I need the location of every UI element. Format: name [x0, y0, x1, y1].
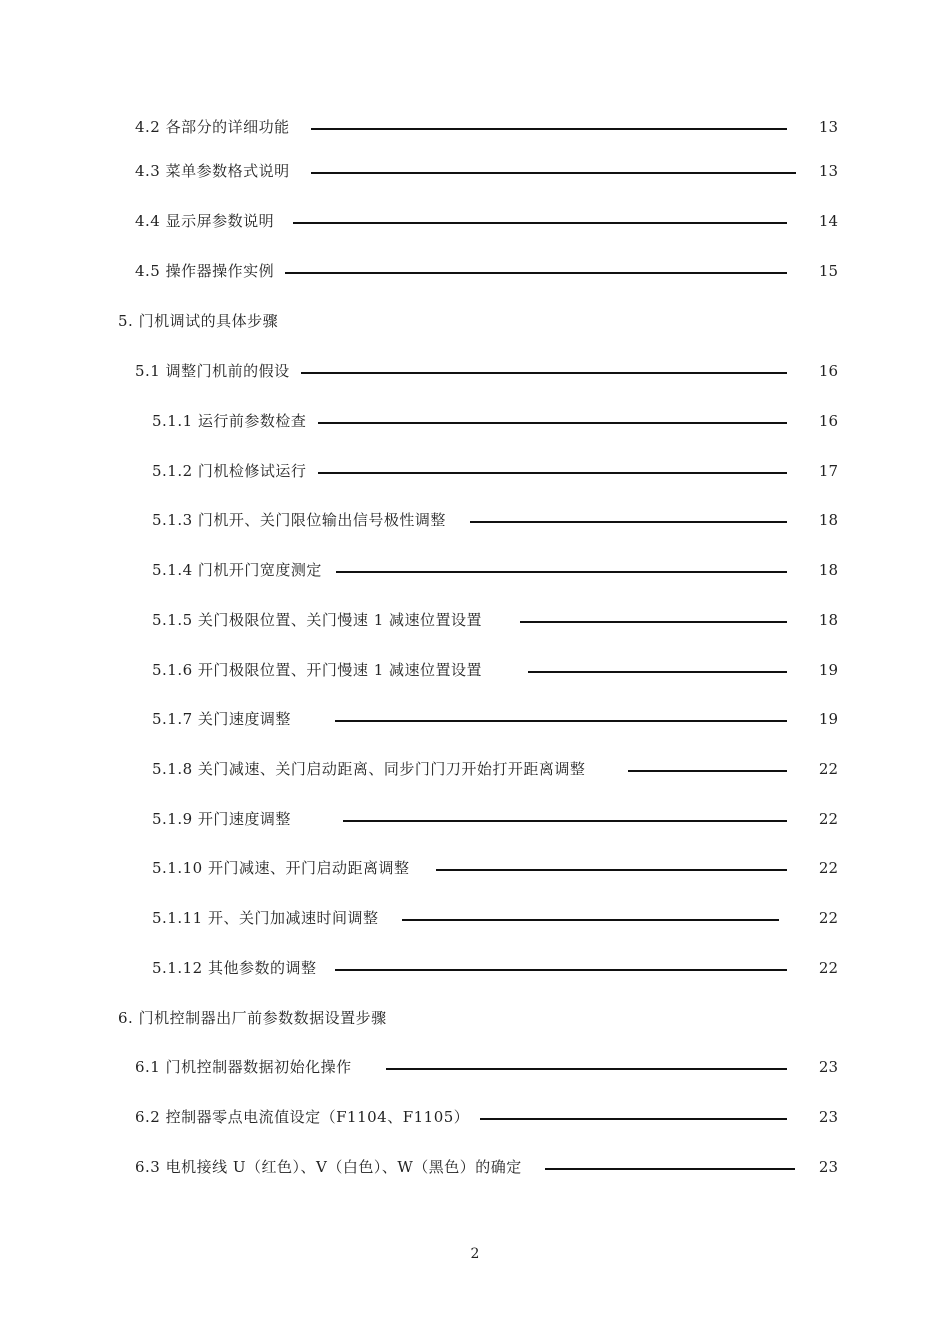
toc-leader-line [301, 372, 787, 374]
toc-leader-line [528, 671, 787, 673]
toc-entry[interactable] [135, 1106, 845, 1128]
toc-entry-page: 16 [818, 362, 838, 380]
page-number: 2 [470, 1246, 480, 1262]
toc-entry[interactable] [152, 509, 845, 531]
toc-entry-label: 5.1.12 其他参数的调整 [152, 959, 317, 977]
toc-entry-page: 13 [818, 162, 838, 180]
toc-leader-line [386, 1068, 787, 1070]
toc-leader-line [343, 820, 787, 822]
toc-entry-page: 19 [818, 661, 838, 679]
toc-leader-line [628, 770, 787, 772]
toc-entry[interactable] [152, 907, 845, 929]
section-heading[interactable]: 5. 门机调试的具体步骤 [118, 312, 279, 330]
toc-entry[interactable] [152, 410, 845, 432]
toc-entry-page: 22 [818, 810, 838, 828]
toc-entry-label: 5.1.5 关门极限位置、关门慢速 1 减速位置设置 [152, 611, 483, 629]
toc-entry-page: 22 [818, 859, 838, 877]
toc-entry[interactable] [152, 857, 845, 879]
toc-entry-label: 5.1.8 关门减速、关门启动距离、同步门门刀开始打开距离调整 [152, 760, 586, 778]
toc-entry-label: 5.1 调整门机前的假设 [135, 362, 290, 380]
toc-leader-line [336, 571, 787, 573]
toc-entry-page: 17 [818, 462, 838, 480]
toc-leader-line [402, 919, 779, 921]
toc-entry-label: 5.1.1 运行前参数检查 [152, 412, 307, 430]
toc-entry-page: 13 [818, 118, 838, 136]
toc-leader-line [520, 621, 787, 623]
toc-entry-page: 14 [818, 212, 838, 230]
toc-entry-page: 18 [818, 611, 838, 629]
toc-entry-page: 22 [818, 909, 838, 927]
toc-entry[interactable] [135, 210, 845, 232]
toc-entry[interactable] [135, 160, 845, 182]
toc-entry-page: 23 [818, 1108, 838, 1126]
toc-entry[interactable] [135, 116, 845, 138]
toc-leader-line [436, 869, 787, 871]
toc-leader-line [285, 272, 787, 274]
toc-entry-label: 4.4 显示屏参数说明 [135, 212, 275, 230]
toc-entry-label: 4.2 各部分的详细功能 [135, 118, 290, 136]
toc-entry[interactable] [135, 360, 845, 382]
toc-leader-line [335, 969, 787, 971]
toc-leader-line [545, 1168, 795, 1170]
toc-entry-label: 6.3 电机接线 U（红色）、V（白色）、W（黑色）的确定 [135, 1158, 522, 1176]
toc-leader-line [311, 128, 787, 130]
toc-entry-page: 19 [818, 710, 838, 728]
toc-entry[interactable] [152, 460, 845, 482]
toc-leader-line [335, 720, 787, 722]
toc-entry[interactable] [135, 1056, 845, 1078]
toc-entry-page: 23 [818, 1158, 838, 1176]
toc-entry[interactable] [152, 758, 845, 780]
toc-leader-line [318, 472, 787, 474]
toc-entry[interactable] [152, 559, 845, 581]
toc-entry-label: 5.1.9 开门速度调整 [152, 810, 291, 828]
toc-entry-label: 5.1.4 门机开门宽度测定 [152, 561, 322, 579]
toc-entry-page: 16 [818, 412, 838, 430]
toc-entry-label: 5.1.2 门机检修试运行 [152, 462, 307, 480]
toc-entry[interactable] [152, 957, 845, 979]
toc-leader-line [293, 222, 787, 224]
toc-entry-label: 4.5 操作器操作实例 [135, 262, 275, 280]
toc-entry-label: 6.2 控制器零点电流值设定（F1104、F1105） [135, 1108, 470, 1126]
toc-entry-page: 23 [818, 1058, 838, 1076]
toc-entry-label: 6.1 门机控制器数据初始化操作 [135, 1058, 352, 1076]
toc-leader-line [311, 172, 796, 174]
toc-entry-page: 22 [818, 959, 838, 977]
toc-entry[interactable] [152, 808, 845, 830]
toc-entry[interactable] [152, 659, 845, 681]
toc-entry-label: 5.1.3 门机开、关门限位输出信号极性调整 [152, 511, 446, 529]
toc-entry-label: 5.1.6 开门极限位置、开门慢速 1 减速位置设置 [152, 661, 483, 679]
toc-entry-label: 4.3 菜单参数格式说明 [135, 162, 290, 180]
toc-entry-page: 15 [818, 262, 838, 280]
toc-entry-page: 22 [818, 760, 838, 778]
toc-entry[interactable] [135, 1156, 845, 1178]
toc-leader-line [480, 1118, 787, 1120]
toc-entry[interactable] [152, 609, 845, 631]
toc-leader-line [318, 422, 787, 424]
section-heading[interactable]: 6. 门机控制器出厂前参数数据设置步骤 [118, 1009, 387, 1027]
toc-entry-page: 18 [818, 511, 838, 529]
toc-entry-label: 5.1.11 开、关门加减速时间调整 [152, 909, 379, 927]
toc-entry[interactable] [152, 708, 845, 730]
toc-entry-label: 5.1.10 开门减速、开门启动距离调整 [152, 859, 410, 877]
toc-entry-page: 18 [818, 561, 838, 579]
toc-entry-label: 5.1.7 关门速度调整 [152, 710, 291, 728]
toc-leader-line [470, 521, 787, 523]
toc-entry[interactable] [135, 260, 845, 282]
